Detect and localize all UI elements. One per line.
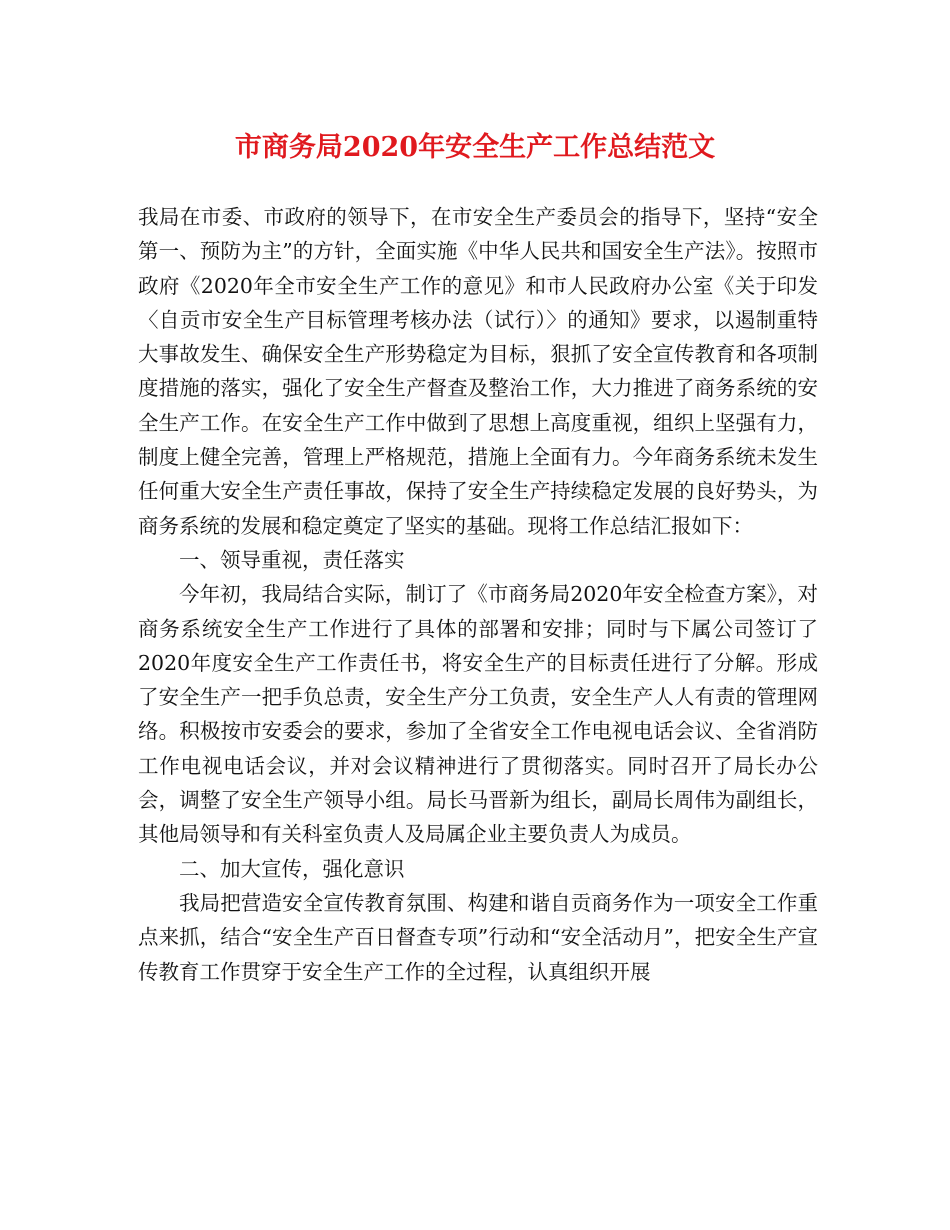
section-2-paragraph: 我局把营造安全宣传教育氛围、构建和谐自贡商务作为一项安全工作重点来抓，结合“安全生产百日督查专项”行动和“安全活动月”，把安全生产宣传教育工作贯穿于安全生产工作的全过程，认真组织开展 — [138, 890, 818, 984]
section-heading-1: 一、领导重视，责任落实 — [179, 547, 405, 572]
document-title: 市商务局2020年安全生产工作总结范文 — [234, 132, 716, 163]
document-body — [138, 200, 818, 989]
section-1-paragraph: 今年初，我局结合实际，制订了《市商务局2020年安全检查方案》，对商务系统安全生产工作进行了具体的部署和安排；同时与下属公司签订了2020年度安全生产工作责任书，将安全生产的目标责任进行了分解。形成了安全生产一把手负总责，安全生产分工负责，安全生产人人有责的管理网络。积极按市安委会的要求，参加了全省安全工作电视电话会议、全省消防工作电视电话会议，并对会议精神进行了贯彻落实。同时召开了局长办公会，调整了安全生产领导小组。局长马晋新为组长，副局长周伟为副组长，其他局领导和有关科室负责人及局属企业主要负责人为成员。 — [138, 582, 818, 847]
intro-paragraph: 我局在市委、市政府的领导下，在市安全生产委员会的指导下，坚持“安全第一、预防为主”的方针，全面实施《中华人民共和国安全生产法》。按照市政府《2020年全市安全生产工作的意见》和市人民政府办公室《关于印发〈自贡市安全生产目标管理考核办法（试行）〉的通知》要求，以遏制重特大事故发生、确保安全生产形势稳定为目标，狠抓了安全宣传教育和各项制度措施的落实，强化了安全生产督查及整治工作，大力推进了商务系统的安全生产工作。在安全生产工作中做到了思想上高度重视，组织上坚强有力，制度上健全完善，管理上严格规范，措施上全面有力。今年商务系统未发生任何重大安全生产责任事故，保持了安全生产持续稳定发展的良好势头，为商务系统的发展和稳定奠定了坚实的基础。现将工作总结汇报如下： — [138, 205, 818, 538]
section-heading-2: 二、加大宣传，强化意识 — [179, 856, 405, 881]
